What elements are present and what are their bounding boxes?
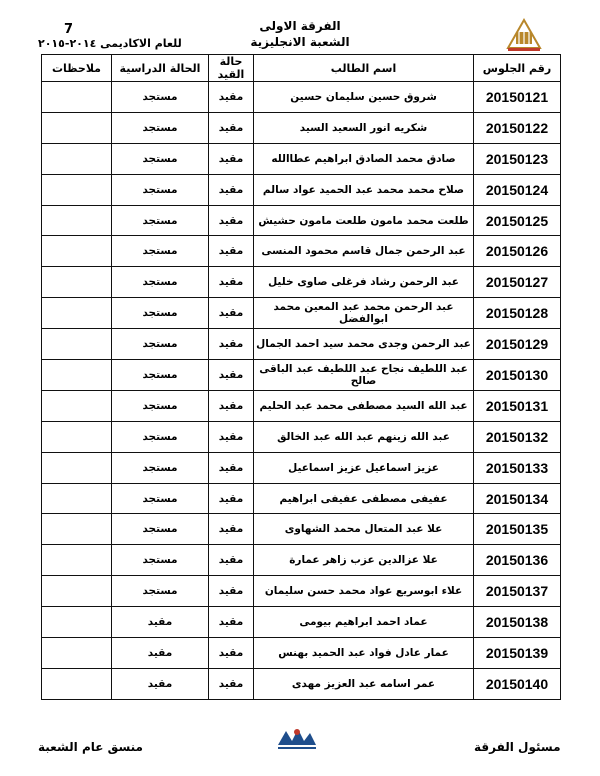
notes-cell [42, 329, 112, 360]
seat-number-cell: 20150139 [474, 638, 561, 669]
table-row [42, 576, 561, 607]
notes-cell [42, 576, 112, 607]
enrollment-cell: مقيد [209, 82, 254, 113]
enrollment-cell: مقيد [209, 143, 254, 174]
study-status-cell: مستجد [112, 483, 209, 514]
table-row [42, 421, 561, 452]
seat-number-cell: 20150131 [474, 390, 561, 421]
enrollment-cell: مقيد [209, 607, 254, 638]
table-row [42, 668, 561, 699]
class-officer-label: مسئول الفرقة [474, 740, 561, 754]
table-row [42, 638, 561, 669]
table-row [42, 390, 561, 421]
table-row [42, 205, 561, 236]
enrollment-cell: مقيد [209, 236, 254, 267]
student-name-cell: صادق محمد الصادق ابراهيم عطاالله [254, 143, 474, 174]
notes-cell [42, 514, 112, 545]
student-name-cell: عبد الرحمن محمد عبد المعين محمد ابوالفضل [254, 298, 474, 329]
col-enrollment-status: حالة القيد [209, 55, 254, 82]
enrollment-cell: مقيد [209, 668, 254, 699]
student-name-cell: عبد الرحمن رشاد فرغلى صاوى خليل [254, 267, 474, 298]
enrollment-cell: مقيد [209, 174, 254, 205]
student-name-cell: طلعت محمد مامون طلعت مامون حشيش [254, 205, 474, 236]
table-row [42, 452, 561, 483]
header-title [230, 18, 370, 50]
table-row [42, 112, 561, 143]
table-row [42, 329, 561, 360]
faculty-logo-icon [274, 723, 320, 753]
study-status-cell: مستجد [112, 267, 209, 298]
study-status-cell: مستجد [112, 545, 209, 576]
student-name-cell: عبد الله السيد مصطفى محمد عبد الحليم [254, 390, 474, 421]
table-header-row [42, 55, 561, 82]
department-label: الشعبة الانجليزية [250, 35, 350, 49]
notes-cell [42, 112, 112, 143]
seat-number-cell: 20150130 [474, 360, 561, 391]
table-row [42, 545, 561, 576]
student-name-cell: عبد اللطيف نجاح عبد اللطيف عبد الباقى صالح [254, 360, 474, 391]
study-status-cell: مقيد [112, 668, 209, 699]
student-name-cell: شكريه انور السعيد السيد [254, 112, 474, 143]
enrollment-cell: مقيد [209, 638, 254, 669]
notes-cell [42, 236, 112, 267]
notes-cell [42, 390, 112, 421]
notes-cell [42, 82, 112, 113]
enrollment-cell: مقيد [209, 514, 254, 545]
table-row [42, 174, 561, 205]
study-status-cell: مستجد [112, 329, 209, 360]
seat-number-cell: 20150134 [474, 483, 561, 514]
seat-number-cell: 20150133 [474, 452, 561, 483]
student-name-cell: عماد احمد ابراهيم بيومى [254, 607, 474, 638]
study-status-cell: مستجد [112, 174, 209, 205]
enrollment-cell: مقيد [209, 360, 254, 391]
table-row [42, 360, 561, 391]
student-name-cell: عمار عادل فواد عبد الحميد بهنس [254, 638, 474, 669]
notes-cell [42, 360, 112, 391]
study-status-cell: مستجد [112, 421, 209, 452]
study-status-cell: مستجد [112, 143, 209, 174]
notes-cell [42, 668, 112, 699]
study-status-cell: مستجد [112, 236, 209, 267]
study-status-cell: مستجد [112, 390, 209, 421]
study-status-cell: مستجد [112, 576, 209, 607]
page-header [0, 0, 600, 56]
academic-year-label: للعام الاكاديمى ٢٠١٤-٢٠١٥ [38, 37, 182, 50]
study-status-cell: مستجد [112, 452, 209, 483]
seat-number-cell: 20150121 [474, 82, 561, 113]
notes-cell [42, 483, 112, 514]
study-status-cell: مستجد [112, 205, 209, 236]
student-name-cell: عبد الرحمن وجدى محمد سيد احمد الجمال [254, 329, 474, 360]
student-name-cell: عبد الله زينهم عبد الله عبد الخالق [254, 421, 474, 452]
table-row [42, 607, 561, 638]
study-status-cell: مقيد [112, 607, 209, 638]
notes-cell [42, 298, 112, 329]
seat-number-cell: 20150135 [474, 514, 561, 545]
student-name-cell: عفيفى مصطفى عفيفى ابراهيم [254, 483, 474, 514]
col-seat-number: رقم الجلوس [474, 55, 561, 82]
student-name-cell: عزيز اسماعيل عزيز اسماعيل [254, 452, 474, 483]
notes-cell [42, 421, 112, 452]
table-row [42, 483, 561, 514]
study-status-cell: مستجد [112, 514, 209, 545]
enrollment-cell: مقيد [209, 576, 254, 607]
page-number: 7 [64, 22, 74, 37]
student-table [41, 54, 561, 700]
seat-number-cell: 20150129 [474, 329, 561, 360]
enrollment-cell: مقيد [209, 545, 254, 576]
notes-cell [42, 205, 112, 236]
table-row [42, 298, 561, 329]
notes-cell [42, 452, 112, 483]
study-status-cell: مقيد [112, 638, 209, 669]
student-name-cell: علا عبد المتعال محمد الشهاوى [254, 514, 474, 545]
seat-number-cell: 20150136 [474, 545, 561, 576]
table-row [42, 236, 561, 267]
col-study-status: الحالة الدراسية [112, 55, 209, 82]
enrollment-cell: مقيد [209, 483, 254, 514]
seat-number-cell: 20150137 [474, 576, 561, 607]
enrollment-cell: مقيد [209, 205, 254, 236]
seat-number-cell: 20150123 [474, 143, 561, 174]
col-student-name: اسم الطالب [254, 55, 474, 82]
seat-number-cell: 20150125 [474, 205, 561, 236]
table-row [42, 143, 561, 174]
notes-cell [42, 174, 112, 205]
department-coordinator-label: منسق عام الشعبة [38, 740, 143, 754]
level-label: الفرقة الاولى [259, 19, 341, 33]
seat-number-cell: 20150122 [474, 112, 561, 143]
study-status-cell: مستجد [112, 82, 209, 113]
table-row [42, 267, 561, 298]
notes-cell [42, 607, 112, 638]
enrollment-cell: مقيد [209, 329, 254, 360]
enrollment-cell: مقيد [209, 452, 254, 483]
seat-number-cell: 20150128 [474, 298, 561, 329]
table-row [42, 514, 561, 545]
notes-cell [42, 545, 112, 576]
student-name-cell: عمر اسامه عبد العزيز مهدى [254, 668, 474, 699]
study-status-cell: مستجد [112, 112, 209, 143]
study-status-cell: مستجد [112, 298, 209, 329]
seat-number-cell: 20150126 [474, 236, 561, 267]
seat-number-cell: 20150124 [474, 174, 561, 205]
notes-cell [42, 267, 112, 298]
enrollment-cell: مقيد [209, 421, 254, 452]
student-name-cell: علا عزالدين عزب زاهر عمارة [254, 545, 474, 576]
study-status-cell: مستجد [112, 360, 209, 391]
enrollment-cell: مقيد [209, 390, 254, 421]
seat-number-cell: 20150140 [474, 668, 561, 699]
notes-cell [42, 638, 112, 669]
notes-cell [42, 143, 112, 174]
student-name-cell: عبد الرحمن جمال قاسم محمود المنسى [254, 236, 474, 267]
enrollment-cell: مقيد [209, 298, 254, 329]
seat-number-cell: 20150127 [474, 267, 561, 298]
seat-number-cell: 20150138 [474, 607, 561, 638]
enrollment-cell: مقيد [209, 267, 254, 298]
student-name-cell: شروق حسين سليمان حسين [254, 82, 474, 113]
col-notes: ملاحظات [42, 55, 112, 82]
enrollment-cell: مقيد [209, 112, 254, 143]
student-name-cell: علاء ابوسريع عواد محمد حسن سليمان [254, 576, 474, 607]
table-row [42, 82, 561, 113]
student-name-cell: صلاح محمد محمد عبد الحميد عواد سالم [254, 174, 474, 205]
university-logo-icon [506, 18, 542, 52]
seat-number-cell: 20150132 [474, 421, 561, 452]
